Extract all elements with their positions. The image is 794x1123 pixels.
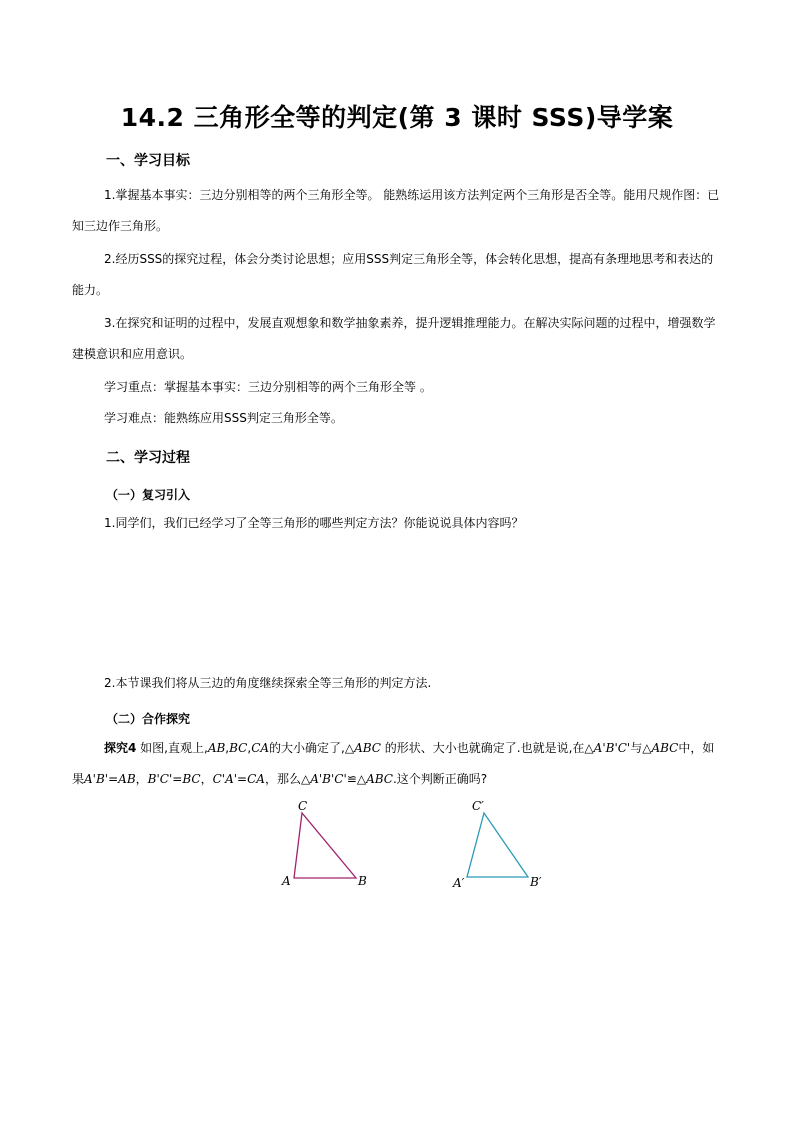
math-segment: BC bbox=[182, 772, 201, 786]
math-segment: B'C' bbox=[147, 772, 173, 786]
explore-text: ，那么△ bbox=[264, 772, 311, 786]
vertex-label-b: B bbox=[358, 874, 367, 888]
explore-text: 中，如果 bbox=[72, 741, 715, 786]
explore-text: , bbox=[225, 741, 230, 755]
subsection-explore: （二）合作探究 bbox=[106, 712, 191, 726]
vertex-label-b-prime: B′ bbox=[530, 875, 542, 889]
explore-text: ， bbox=[200, 772, 213, 786]
goal-1: 1.掌握基本事实：三边分别相等的两个三角形全等。 能熟练运用该方法判定两个三角形是否全等。能用尺规作图：已知三边作三角形。 bbox=[72, 188, 720, 233]
explore-text: , bbox=[247, 741, 252, 755]
goal-2: 2.经历SSS的探究过程，体会分类讨论思想；应用SSS判定三角形全等，体会转化思想，提高有条理地思考和表达的能力。 bbox=[72, 252, 714, 297]
section-heading-goals: 一、学习目标 bbox=[106, 153, 190, 169]
subsection-review: （一）复习引入 bbox=[106, 488, 191, 502]
math-segment: AB bbox=[118, 772, 136, 786]
explore-text: 的大小确定了,△ bbox=[269, 741, 355, 755]
explore-text: = bbox=[237, 772, 248, 786]
learning-difficulty: 学习难点：能熟练应用SSS判定三角形全等。 bbox=[104, 411, 343, 425]
page-title: 14.2 三角形全等的判定(第 3 课时 SSS)导学案 bbox=[120, 103, 674, 132]
vertex-label-c-prime: C′ bbox=[472, 800, 484, 813]
explore-text: 的形状、大小也就确定了.也就是说,在△ bbox=[380, 741, 594, 755]
math-segment: A'B' bbox=[84, 772, 109, 786]
vertex-label-a: A bbox=[282, 874, 291, 888]
math-triangle: A'B'C' bbox=[593, 741, 631, 755]
explore-text: .这个判断正确吗? bbox=[392, 772, 488, 786]
math-segment: AB bbox=[207, 741, 226, 755]
math-triangle: A'B'C' bbox=[310, 772, 347, 786]
section-heading-process: 二、学习过程 bbox=[106, 450, 190, 466]
math-segment: BC bbox=[229, 741, 248, 755]
explore-text: 与△ bbox=[630, 741, 652, 755]
explore-text: ， bbox=[135, 772, 148, 786]
triangle-a-prime-shape bbox=[467, 813, 528, 877]
math-triangle: ABC bbox=[366, 772, 393, 786]
math-triangle: ABC bbox=[354, 741, 381, 755]
explore-4-paragraph bbox=[72, 733, 724, 795]
goal-3: 3.在探究和证明的过程中，发展直观想象和数学抽象素养，提升逻辑推理能力。在解决实际问题的过程中，增强数学建模意识和应用意识。 bbox=[72, 316, 716, 361]
explore-text: = bbox=[108, 772, 119, 786]
vertex-label-c: C bbox=[298, 800, 308, 813]
explore-text: = bbox=[172, 772, 183, 786]
vertex-label-a-prime: A′ bbox=[453, 876, 465, 890]
triangle-a-prime-b-prime-c-prime bbox=[452, 800, 542, 890]
learning-focus: 学习重点：掌握基本事实：三边分别相等的两个三角形全等 。 bbox=[104, 380, 432, 394]
triangles-figure bbox=[270, 800, 570, 895]
math-segment: C'A' bbox=[212, 772, 238, 786]
math-segment: CA bbox=[251, 741, 270, 755]
question-2: 2.本节课我们将从三边的角度继续探索全等三角形的判定方法. bbox=[104, 676, 432, 690]
question-1: 1.同学们，我们已经学习了全等三角形的哪些判定方法？你能说说具体内容吗？ bbox=[104, 516, 524, 530]
math-triangle: ABC bbox=[651, 741, 679, 755]
triangle-abc-shape bbox=[294, 813, 356, 878]
explore-text: 如图,直观上, bbox=[136, 741, 208, 755]
explore-4-label: 探究4 bbox=[104, 741, 137, 755]
triangle-abc bbox=[281, 800, 367, 888]
math-segment: CA bbox=[247, 772, 265, 786]
explore-text: ≌△ bbox=[346, 772, 367, 786]
